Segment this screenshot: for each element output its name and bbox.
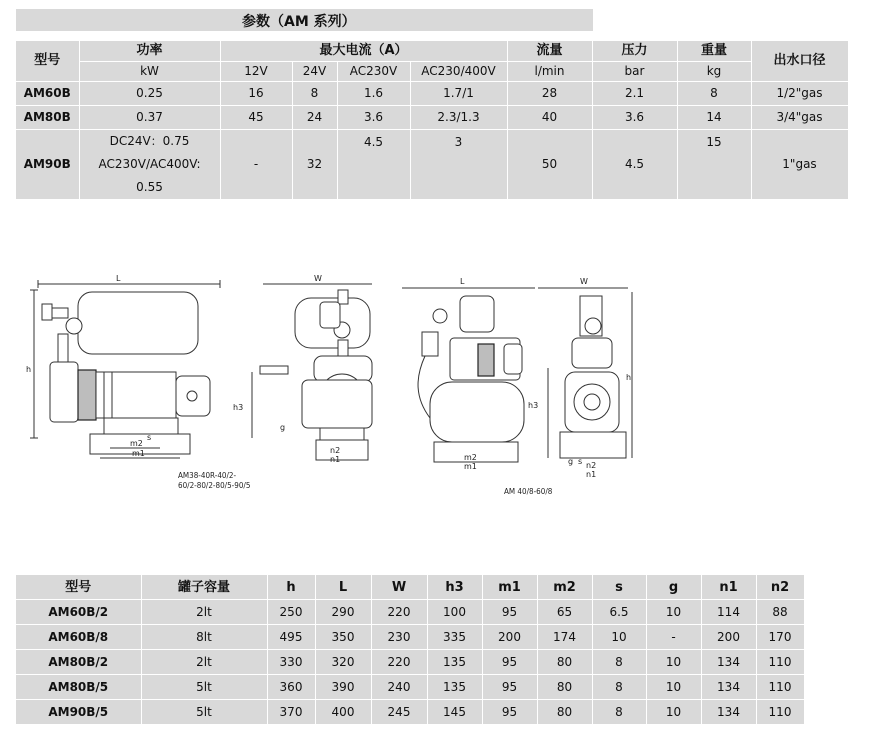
dim-label-h3: h3 xyxy=(233,403,244,412)
dims-cell: 134 xyxy=(701,675,756,700)
dim-label-W: W xyxy=(580,277,588,286)
dims-cell: 5lt xyxy=(141,675,267,700)
dims-cell: 110 xyxy=(756,700,804,725)
dims-cell: 10 xyxy=(646,650,701,675)
dims-cell: 80 xyxy=(537,650,592,675)
dim-label-m2: m2 xyxy=(464,453,477,462)
header-pressure: 压力 xyxy=(592,41,677,61)
cell-power xyxy=(79,129,220,199)
spec-table xyxy=(16,41,849,200)
cell-12v: 16 xyxy=(220,81,292,105)
caption-right: AM 40/8-60/8 xyxy=(504,487,553,496)
dims-cell: 110 xyxy=(756,675,804,700)
header-weight: 重量 xyxy=(677,41,751,61)
cell-ac230-400: 1.7/1 xyxy=(410,81,507,105)
table-row xyxy=(16,129,848,199)
table-row xyxy=(16,600,804,625)
dim-label-W: W xyxy=(314,274,322,283)
title-bar xyxy=(16,9,593,31)
dims-cell: 200 xyxy=(701,625,756,650)
table-row xyxy=(16,105,848,129)
dim-label-n1: n1 xyxy=(330,455,341,464)
dims-cell: 170 xyxy=(756,625,804,650)
dims-cell: 95 xyxy=(482,675,537,700)
table-row xyxy=(16,81,848,105)
dims-cell: 2lt xyxy=(141,650,267,675)
cell-24v: 24 xyxy=(292,105,337,129)
unit-power: kW xyxy=(79,61,220,81)
unit-flow: l/min xyxy=(507,61,592,81)
dims-cell: 95 xyxy=(482,700,537,725)
cell-weight: 8 xyxy=(677,81,751,105)
table-row xyxy=(16,675,804,700)
dims-cell: 145 xyxy=(427,700,482,725)
dims-header: g xyxy=(646,575,701,600)
drawing-front-view-large-tank xyxy=(504,277,632,496)
cell-12v: - xyxy=(220,129,292,199)
dims-cell: 110 xyxy=(756,650,804,675)
dims-cell: 290 xyxy=(315,600,371,625)
dims-cell: AM60B/8 xyxy=(16,625,141,650)
cell-ac230-400: 2.3/1.3 xyxy=(410,105,507,129)
cell-pressure: 3.6 xyxy=(592,105,677,129)
table-row xyxy=(16,650,804,675)
dims-header: m2 xyxy=(537,575,592,600)
dims-cell: - xyxy=(646,625,701,650)
cell-pressure: 2.1 xyxy=(592,81,677,105)
dims-cell: AM60B/2 xyxy=(16,600,141,625)
dims-header: 型号 xyxy=(16,575,141,600)
unit-pressure: bar xyxy=(592,61,677,81)
dims-cell: 134 xyxy=(701,700,756,725)
dims-cell: 390 xyxy=(315,675,371,700)
dims-cell: 2lt xyxy=(141,600,267,625)
drawing-side-view-large-tank xyxy=(402,277,535,471)
dims-cell: 8lt xyxy=(141,625,267,650)
cell-ac230: 4.5 xyxy=(337,129,410,199)
header-flow: 流量 xyxy=(507,41,592,61)
dim-label-m2: m2 xyxy=(130,439,143,448)
dims-cell: 10 xyxy=(646,600,701,625)
cell-24v: 32 xyxy=(292,129,337,199)
header-model: 型号 xyxy=(16,41,79,81)
unit-ac230: AC230V xyxy=(337,61,410,81)
dim-label-m1: m1 xyxy=(132,449,145,458)
dims-cell: 370 xyxy=(267,700,315,725)
dims-header: s xyxy=(592,575,646,600)
dims-cell: 80 xyxy=(537,700,592,725)
cell-outlet: 3/4"gas xyxy=(751,105,848,129)
dims-cell: 330 xyxy=(267,650,315,675)
dims-cell: 350 xyxy=(315,625,371,650)
dims-cell: 5lt xyxy=(141,700,267,725)
cell-power: 0.37 xyxy=(79,105,220,129)
header-power: 功率 xyxy=(79,41,220,61)
cell-flow: 28 xyxy=(507,81,592,105)
dim-label-s: s xyxy=(578,457,583,466)
dim-label-n1: n1 xyxy=(586,470,597,479)
dims-cell: 100 xyxy=(427,600,482,625)
cell-model: AM80B xyxy=(16,105,79,129)
dims-cell: 135 xyxy=(427,650,482,675)
dims-cell: 220 xyxy=(371,650,427,675)
dims-cell: 360 xyxy=(267,675,315,700)
dims-cell: 88 xyxy=(756,600,804,625)
cell-ac230: 3.6 xyxy=(337,105,410,129)
dims-cell: 65 xyxy=(537,600,592,625)
caption-left-line1: AM38-40R-40/2- xyxy=(178,471,237,480)
cell-power: 0.25 xyxy=(79,81,220,105)
cell-weight: 15 xyxy=(677,129,751,199)
dims-cell: 8 xyxy=(592,650,646,675)
dims-cell: 174 xyxy=(537,625,592,650)
unit-ac230-400: AC230/400V xyxy=(410,61,507,81)
cell-12v: 45 xyxy=(220,105,292,129)
dim-label-h: h xyxy=(626,373,632,382)
dims-header: n1 xyxy=(701,575,756,600)
power-line: AC230V/AC400V: xyxy=(98,156,201,171)
dims-cell: 10 xyxy=(646,675,701,700)
cell-outlet: 1/2"gas xyxy=(751,81,848,105)
cell-pressure: 4.5 xyxy=(592,129,677,199)
dim-label-h3: h3 xyxy=(528,401,539,410)
dims-cell: 250 xyxy=(267,600,315,625)
dims-cell: 200 xyxy=(482,625,537,650)
dims-header: h3 xyxy=(427,575,482,600)
dims-cell: 335 xyxy=(427,625,482,650)
header-max-current: 最大电流（A） xyxy=(220,41,507,61)
table-row xyxy=(16,625,804,650)
header-outlet: 出水口径 xyxy=(751,41,848,81)
power-line: 0.55 xyxy=(136,179,163,194)
dimensions-table xyxy=(16,575,805,725)
dim-label-s: s xyxy=(147,433,152,442)
cell-model: AM60B xyxy=(16,81,79,105)
dim-label-g: g xyxy=(568,457,574,466)
dims-cell: 95 xyxy=(482,600,537,625)
drawing-side-view-tank xyxy=(26,274,220,458)
dims-cell: 6.5 xyxy=(592,600,646,625)
dim-label-L: L xyxy=(116,274,121,283)
dim-label-L: L xyxy=(460,277,465,286)
dim-label-n2: n2 xyxy=(330,446,341,455)
dims-header: L xyxy=(315,575,371,600)
dim-label-n2: n2 xyxy=(586,461,597,470)
unit-12v: 12V xyxy=(220,61,292,81)
dims-cell: 230 xyxy=(371,625,427,650)
dims-cell: 240 xyxy=(371,675,427,700)
cell-ac230: 1.6 xyxy=(337,81,410,105)
dims-cell: 80 xyxy=(537,675,592,700)
dim-label-g: g xyxy=(280,423,286,432)
dims-cell: 8 xyxy=(592,675,646,700)
power-line: DC24V：0.75 xyxy=(109,133,190,148)
dims-cell: 10 xyxy=(592,625,646,650)
cell-outlet: 1"gas xyxy=(751,129,848,199)
dims-cell: 8 xyxy=(592,700,646,725)
dim-label-h: h xyxy=(26,365,32,374)
dims-cell: 495 xyxy=(267,625,315,650)
dims-header: 罐子容量 xyxy=(141,575,267,600)
dims-cell: AM90B/5 xyxy=(16,700,141,725)
cell-24v: 8 xyxy=(292,81,337,105)
cell-ac230-400: 3 xyxy=(410,129,507,199)
dims-cell: 134 xyxy=(701,650,756,675)
dims-header: m1 xyxy=(482,575,537,600)
dims-cell: 320 xyxy=(315,650,371,675)
unit-24v: 24V xyxy=(292,61,337,81)
dims-cell: AM80B/5 xyxy=(16,675,141,700)
cell-flow: 50 xyxy=(507,129,592,199)
dims-cell: 114 xyxy=(701,600,756,625)
dims-cell: 245 xyxy=(371,700,427,725)
dims-cell: 400 xyxy=(315,700,371,725)
cell-flow: 40 xyxy=(507,105,592,129)
dims-cell: 95 xyxy=(482,650,537,675)
dims-header: n2 xyxy=(756,575,804,600)
pump-dimension-drawings xyxy=(20,268,650,503)
dims-cell: 10 xyxy=(646,700,701,725)
cell-model: AM90B xyxy=(16,129,79,199)
cell-weight: 14 xyxy=(677,105,751,129)
dim-label-m1: m1 xyxy=(464,462,477,471)
caption-left-line2: 60/2-80/2-80/5-90/5 xyxy=(178,481,251,490)
dims-cell: 220 xyxy=(371,600,427,625)
page-title: 参数（AM 系列） xyxy=(242,14,356,30)
table-row xyxy=(16,700,804,725)
dims-cell: AM80B/2 xyxy=(16,650,141,675)
unit-weight: kg xyxy=(677,61,751,81)
dims-header: h xyxy=(267,575,315,600)
dims-cell: 135 xyxy=(427,675,482,700)
dims-header: W xyxy=(371,575,427,600)
